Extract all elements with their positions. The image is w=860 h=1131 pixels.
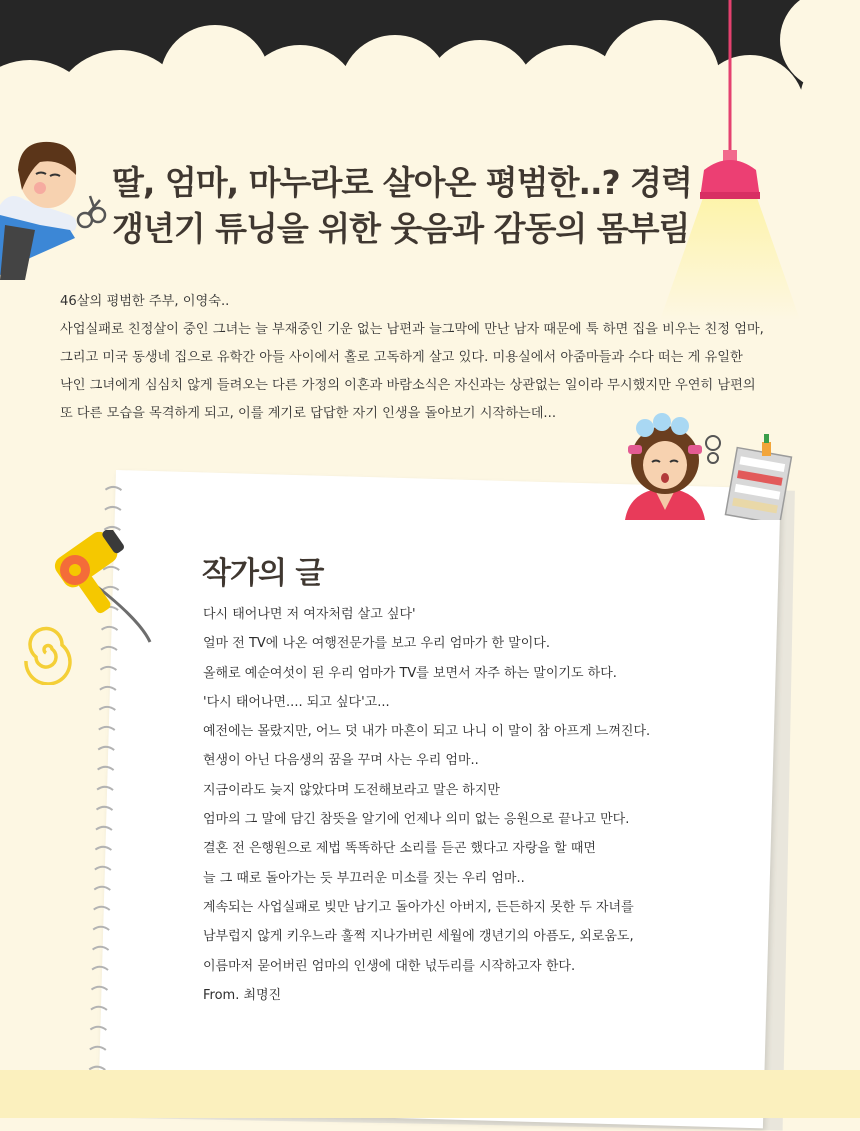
note-title: 작가의 글 xyxy=(202,556,324,591)
note-line: 엄마의 그 말에 담긴 참뜻을 알기에 언제나 의미 없는 응원으로 끝나고 만다. xyxy=(203,812,630,828)
note-line: 늘 그 때로 돌아가는 듯 부끄러운 미소를 짓는 우리 엄마.. xyxy=(203,870,525,886)
note-line: '다시 태어나면.... 되고 싶다'고... xyxy=(203,694,390,710)
synopsis xyxy=(60,288,800,428)
note-line: 결혼 전 은행원으로 제법 똑똑하단 소리를 듣곤 했다고 자랑을 할 때면 xyxy=(203,841,596,857)
note-line: 예전에는 몰랐지만, 어느 덧 내가 마흔이 되고 나니 이 말이 참 아프게 느껴진다. xyxy=(203,724,651,740)
note-signature: From. 최명진 xyxy=(203,987,282,1003)
note-line: 남부럽지 않게 키우느라 훌쩍 지나가버린 세월에 갱년기의 아픔도, 외로움도, xyxy=(203,929,634,945)
note-line: 이름마저 묻어버린 엄마의 인생에 대한 넋두리를 시작하고자 한다. xyxy=(203,958,576,974)
swirl-icon xyxy=(16,615,76,685)
synopsis-line: 낙인 그녀에게 심심치 않게 들려오는 다른 가정의 이혼과 바람소식은 자신과는 상관없는 일이라 무시했지만 우연히 남편의 xyxy=(60,378,756,393)
note-body xyxy=(203,600,723,1010)
synopsis-line: 사업실패로 친정살이 중인 그녀는 늘 부재중인 기운 없는 남편과 늘그막에 만난 남자 때문에 툭 하면 집을 비우는 친정 엄마, xyxy=(60,322,764,337)
synopsis-line: 또 다른 모습을 목격하게 되고, 이를 계기로 답답한 자기 인생을 돌아보기 시작하는데... xyxy=(60,406,557,421)
note-line: 계속되는 사업실패로 빚만 남기고 돌아가신 아버지, 든든하지 못한 두 자녀를 xyxy=(203,899,634,915)
note-line: 얼마 전 TV에 나온 여행전문가를 보고 우리 엄마가 한 말이다. xyxy=(203,636,550,652)
bottom-band xyxy=(0,1070,860,1118)
woman-with-curlers-illustration xyxy=(610,410,800,520)
title-line-1: 딸, 엄마, 마누라로 살아온 평범한..? 경력 xyxy=(112,163,692,202)
synopsis-line: 46살의 평범한 주부, 이영숙.. xyxy=(60,294,230,309)
page-title xyxy=(112,160,732,252)
note-line: 현생이 아닌 다음생의 꿈을 꾸며 사는 우리 엄마.. xyxy=(203,753,479,769)
note-line: 올해로 예순여섯이 된 우리 엄마가 TV를 보면서 자주 하는 말이기도 하다. xyxy=(203,665,617,681)
note-line: 다시 태어나면 저 여자처럼 살고 싶다' xyxy=(203,607,416,622)
note-line: 지금이라도 늦지 않았다며 도전해보라고 말은 하지만 xyxy=(203,782,500,798)
synopsis-line: 그리고 미국 동생네 집으로 유학간 아들 사이에서 홀로 고독하게 살고 있다. 미용실에서 아줌마들과 수다 떠는 게 유일한 xyxy=(60,350,743,365)
hairdresser-illustration xyxy=(0,130,120,280)
title-line-2: 갱년기 튜닝을 위한 웃음과 감동의 몸부림 xyxy=(112,209,690,248)
